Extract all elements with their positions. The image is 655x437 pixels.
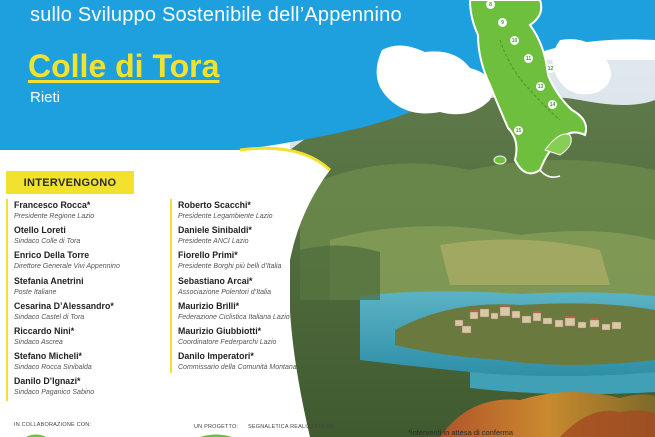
speaker-name: Roberto Scacchi* (178, 200, 251, 210)
speaker-entry (178, 350, 353, 375)
speaker-entry (178, 300, 353, 325)
speaker-entry (14, 325, 174, 350)
event-subtitle: sullo Sviluppo Sostenibile dell’Appennino (30, 4, 402, 26)
map-marker: 11 (525, 55, 532, 62)
speaker-role: Presidente ANCI Lazio (178, 238, 249, 246)
speaker-name: Francesco Rocca* (14, 200, 91, 210)
speaker-entry (178, 275, 353, 300)
speaker-name: Cesarina D’Alessandro* (14, 300, 114, 311)
speaker-name: Maurizio Giubbiotti* (178, 325, 262, 336)
speaker-entry (14, 350, 174, 375)
speaker-role: Commissario della Comunità Montana (178, 364, 297, 372)
map-marker: 9 (498, 18, 507, 27)
collaboration-label: IN COLLABORAZIONE CON: (14, 422, 92, 428)
map-marker: 15 (515, 127, 522, 134)
speaker-name: Stefania Anetrini (14, 275, 84, 286)
speaker-name: Fiorello Primi* (178, 250, 238, 261)
speaker-name: Riccardo Nini* (14, 325, 75, 336)
speaker-entry (178, 249, 353, 274)
speaker-role: Direttore Generale Vivi Appennino (14, 263, 120, 271)
speaker-role: Associazione Polentori d’Italia (178, 288, 271, 296)
province-label: Rieti (30, 89, 61, 106)
project-label: UN PROGETTO: (194, 424, 239, 430)
speakers-heading: INTERVENGONO (6, 171, 134, 194)
speakers-column-right (170, 199, 353, 373)
project-logo-icon (200, 432, 232, 437)
speaker-entry (14, 199, 174, 224)
speaker-role: Sindaco Ascrea (14, 338, 63, 346)
speaker-entry (178, 325, 353, 350)
speaker-role: Coordinatore Federparchi Lazio (178, 338, 277, 346)
speaker-role: Sindaco Paganico Sabino (14, 389, 95, 397)
map-marker: 13 (537, 83, 544, 90)
map-marker: 10 (511, 37, 518, 44)
speaker-name: Danilo D’Ignazi* (14, 376, 81, 387)
speaker-name: Maurizio Brilli* (178, 300, 240, 311)
speaker-role: Sindaco Rocca Sinibalda (14, 364, 92, 372)
map-marker: 12 (547, 65, 554, 72)
speaker-role: Presidente Legambiente Lazio (178, 213, 273, 220)
speaker-entry (178, 224, 353, 249)
speaker-entry (14, 249, 174, 274)
speaker-name: Sebastiano Arcai* (178, 275, 253, 286)
partner-logo-icon (26, 432, 46, 437)
speaker-role: Presidente Borghi più belli d’Italia (178, 263, 282, 271)
speaker-name: Enrico Della Torre (14, 250, 90, 261)
speaker-entry (14, 300, 174, 325)
footnote: *interventi in attesa di conferma (408, 428, 514, 437)
speaker-name: Danilo Imperatori* (178, 351, 254, 362)
speaker-entry (178, 199, 353, 224)
map-marker: 14 (549, 101, 556, 108)
speaker-entry (14, 275, 174, 300)
speaker-entry (14, 375, 174, 400)
speaker-role: Sindaco Colle di Tora (14, 238, 81, 246)
speaker-role: Presidente Regione Lazio (14, 213, 95, 220)
speaker-name: Daniele Sinibaldi* (178, 225, 252, 236)
speaker-name: Stefano Micheli* (14, 351, 82, 362)
signage-label: SEGNALETICA REALIZZATA DA: (248, 424, 336, 430)
map-marker: 8 (486, 0, 495, 9)
speaker-role: Federazione Ciclistica Italiana Lazio (178, 313, 290, 321)
speaker-entry (14, 224, 174, 249)
speaker-name: Otello Loreti (14, 225, 66, 236)
speaker-role: Sindaco Castel di Tora (14, 313, 85, 321)
place-title: Colle di Tora (28, 48, 220, 84)
speaker-role: Poste Italiane (14, 288, 57, 296)
speakers-column-left (6, 199, 174, 401)
